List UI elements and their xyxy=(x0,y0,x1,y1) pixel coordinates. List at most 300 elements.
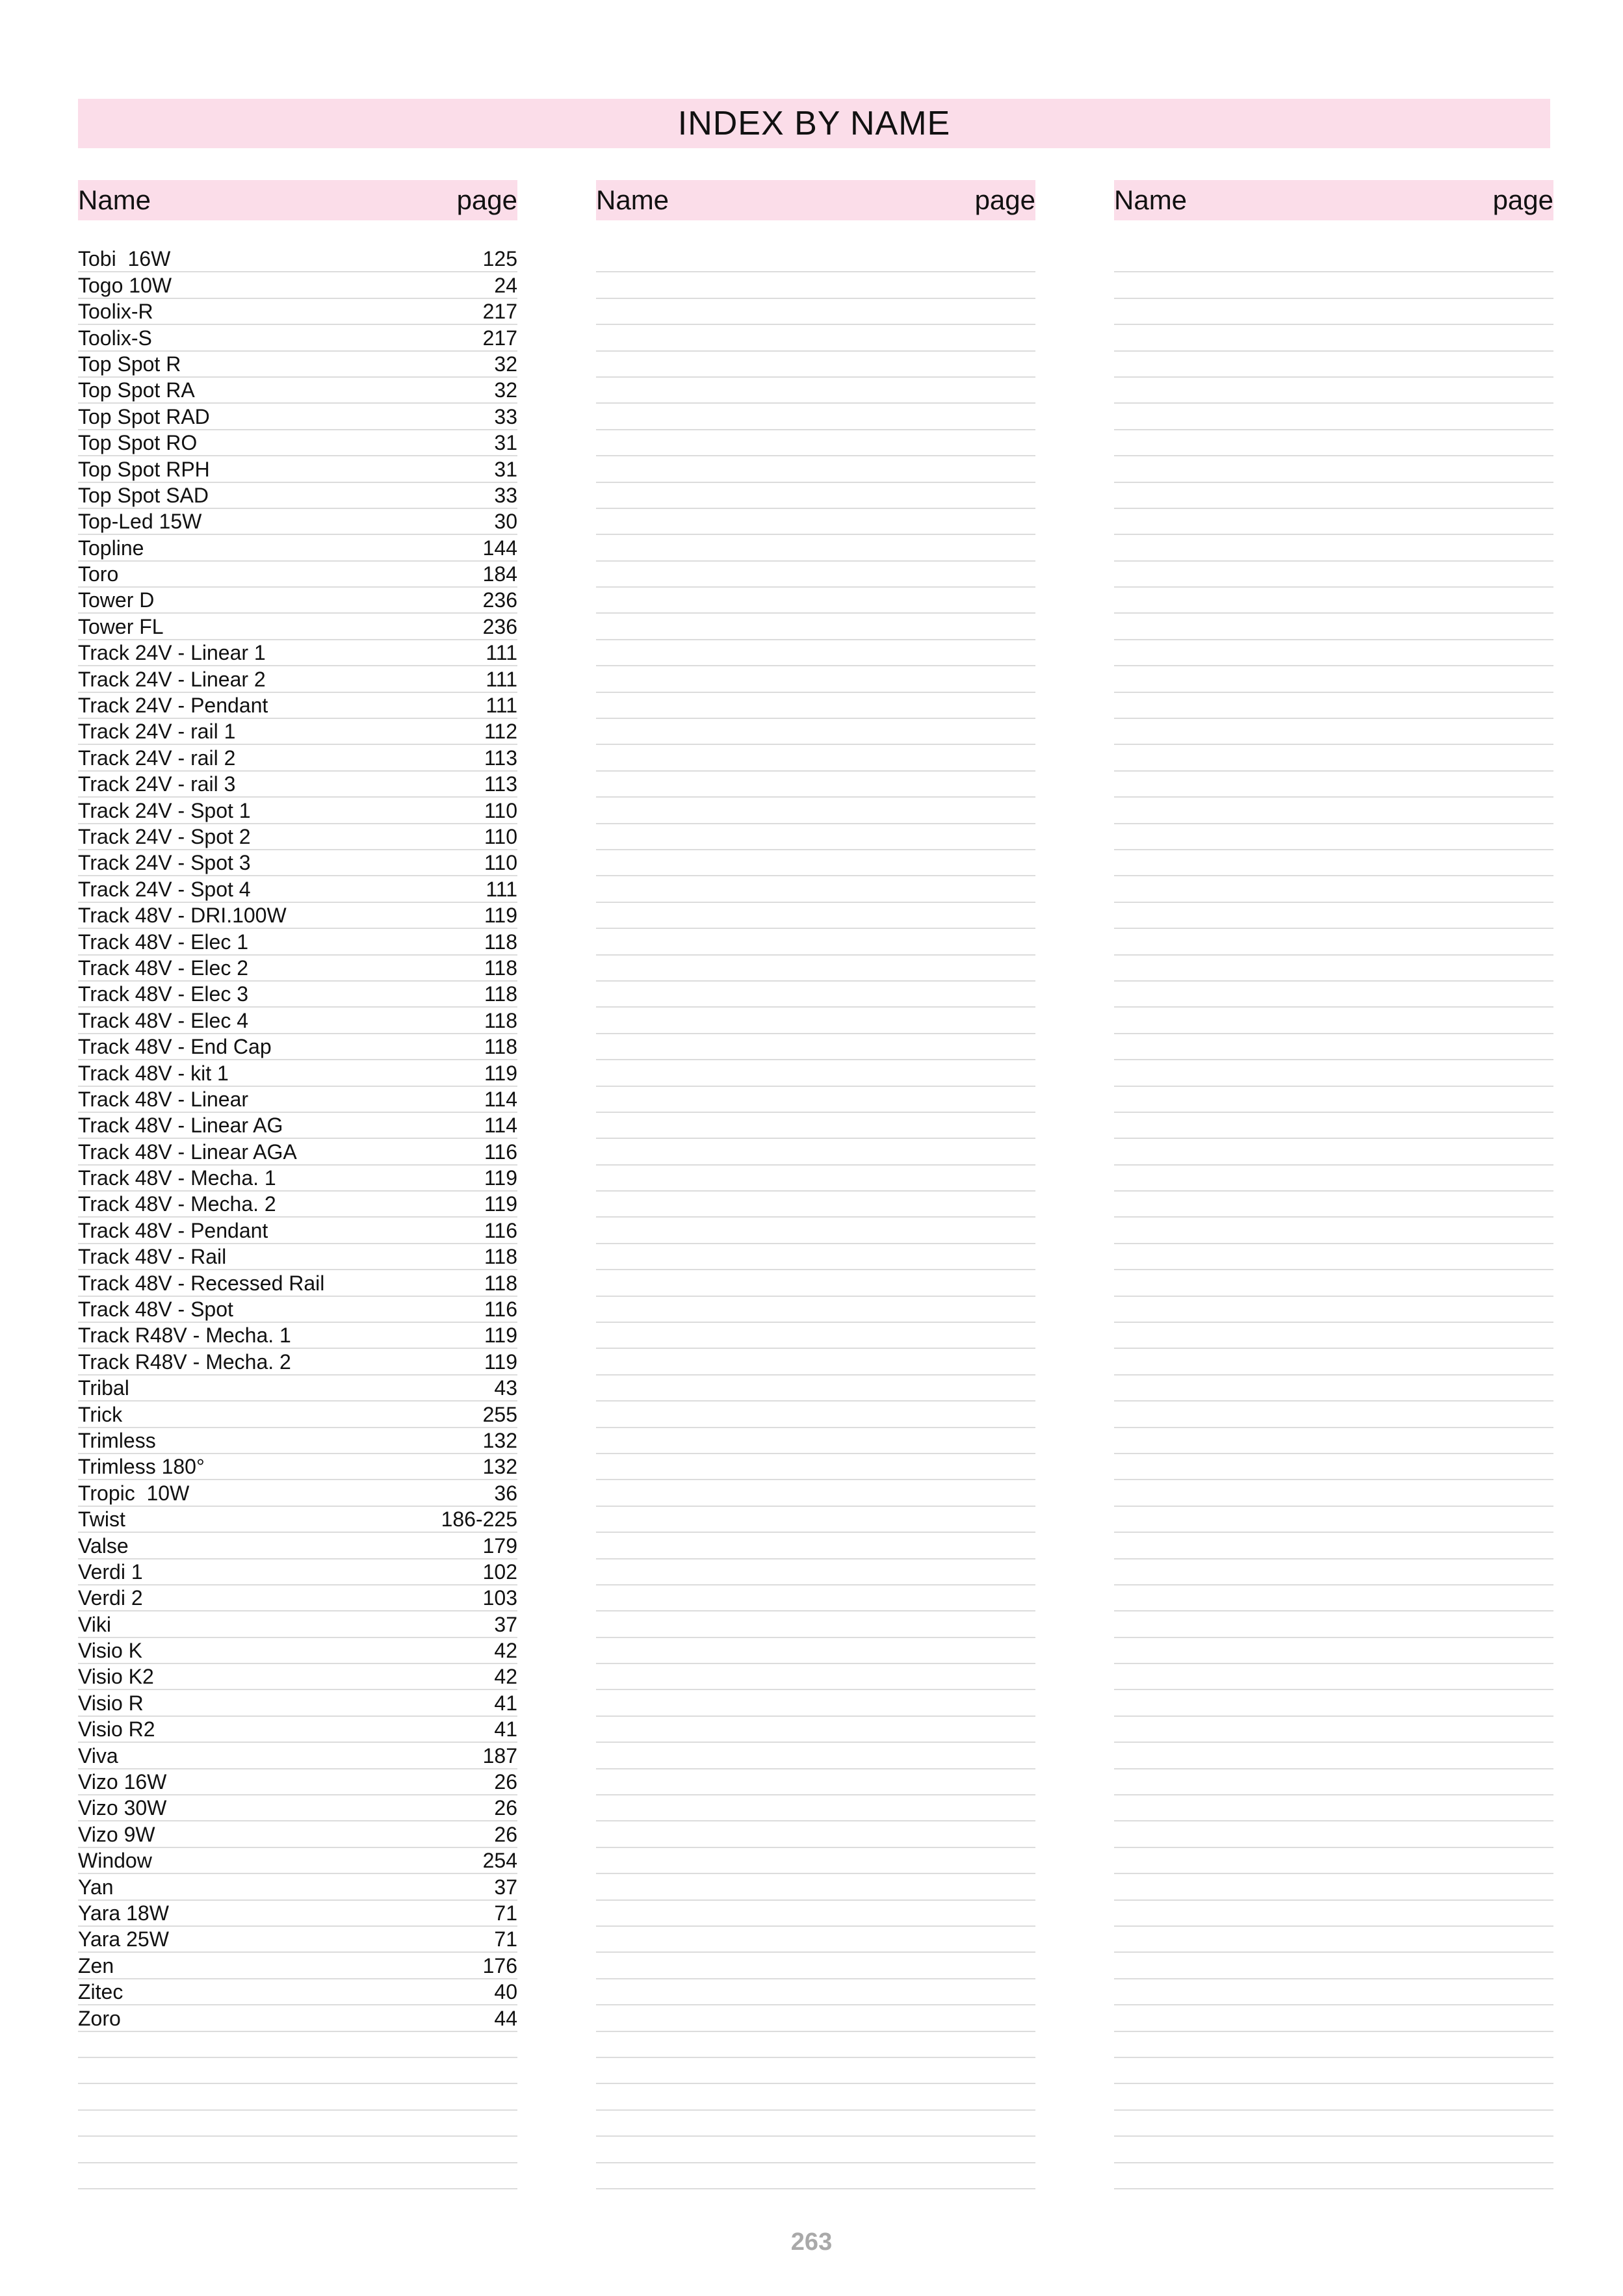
empty-row xyxy=(596,1244,1035,1270)
empty-row xyxy=(1114,666,1553,692)
entry-page: 32 xyxy=(494,352,517,376)
empty-row xyxy=(1114,2084,1553,2110)
empty-row xyxy=(596,772,1035,798)
entry-name: Window xyxy=(78,1849,152,1873)
index-entry xyxy=(78,1507,517,1533)
index-entry xyxy=(78,614,517,640)
empty-row xyxy=(1114,1034,1553,1060)
entry-name: Top Spot SAD xyxy=(78,483,209,507)
empty-row xyxy=(596,1953,1035,1979)
entry-page: 118 xyxy=(484,1008,517,1032)
entry-page: 118 xyxy=(484,956,517,980)
entry-name: Valse xyxy=(78,1533,129,1558)
empty-row xyxy=(1114,1848,1553,1874)
entry-name: Track 48V - Pendant xyxy=(78,1218,268,1242)
empty-row xyxy=(1114,588,1553,614)
index-entry xyxy=(78,693,517,719)
empty-row xyxy=(1114,903,1553,929)
index-entry xyxy=(78,850,517,876)
empty-row xyxy=(1114,1611,1553,1637)
empty-row xyxy=(1114,1454,1553,1480)
empty-row xyxy=(1114,1192,1553,1218)
entry-page: 110 xyxy=(484,851,517,875)
empty-row xyxy=(1114,1717,1553,1743)
entry-page: 26 xyxy=(494,1822,517,1846)
index-entry xyxy=(78,666,517,692)
empty-row xyxy=(596,1034,1035,1060)
empty-row xyxy=(596,325,1035,351)
empty-row xyxy=(78,2163,517,2189)
index-entry xyxy=(78,483,517,509)
empty-row xyxy=(1114,956,1553,982)
empty-row xyxy=(596,1507,1035,1533)
entry-page: 114 xyxy=(484,1114,517,1138)
entry-name: Track R48V - Mecha. 2 xyxy=(78,1350,291,1374)
index-entry xyxy=(78,1113,517,1139)
empty-row xyxy=(1114,2111,1553,2137)
empty-row xyxy=(596,588,1035,614)
empty-row xyxy=(1114,2163,1553,2189)
index-entry xyxy=(78,1402,517,1428)
page-number: 263 xyxy=(790,2228,833,2256)
entry-page: 119 xyxy=(484,1061,517,1085)
index-entry xyxy=(78,1559,517,1585)
empty-row xyxy=(596,1795,1035,1821)
index-entry xyxy=(78,1087,517,1113)
page-header: page xyxy=(456,185,517,215)
empty-row xyxy=(596,903,1035,929)
entry-page: 113 xyxy=(484,772,517,796)
empty-row xyxy=(1114,614,1553,640)
index-entry xyxy=(78,772,517,798)
index-entry xyxy=(78,1769,517,1795)
empty-row xyxy=(596,404,1035,430)
index-entry xyxy=(78,1139,517,1165)
entry-page: 114 xyxy=(484,1087,517,1111)
index-entry xyxy=(78,1349,517,1375)
empty-row xyxy=(1114,2032,1553,2058)
index-entry xyxy=(78,1244,517,1270)
entry-page: 116 xyxy=(484,1218,517,1242)
empty-row xyxy=(1114,1376,1553,1402)
entry-page: 71 xyxy=(494,1927,517,1951)
index-entry xyxy=(78,1454,517,1480)
entry-name: Track 24V - Spot 3 xyxy=(78,851,251,875)
empty-row xyxy=(1114,693,1553,719)
empty-row xyxy=(1114,1060,1553,1086)
empty-row xyxy=(596,824,1035,850)
index-entry xyxy=(78,299,517,325)
empty-row xyxy=(596,1611,1035,1637)
entry-name: Yara 18W xyxy=(78,1901,169,1925)
empty-row xyxy=(1114,1218,1553,1244)
name-header: Name xyxy=(78,185,151,215)
entry-page: 41 xyxy=(494,1717,517,1742)
entry-page: 118 xyxy=(484,1271,517,1295)
index-entry xyxy=(78,430,517,456)
empty-row xyxy=(1114,483,1553,509)
empty-row xyxy=(596,1087,1035,1113)
index-entry xyxy=(78,1323,517,1349)
entry-name: Track R48V - Mecha. 1 xyxy=(78,1324,291,1348)
empty-row xyxy=(596,1901,1035,1927)
entry-page: 179 xyxy=(482,1533,517,1558)
empty-row xyxy=(596,666,1035,692)
entry-page: 119 xyxy=(484,1166,517,1190)
index-entry xyxy=(78,1166,517,1192)
page-header: page xyxy=(1492,185,1553,215)
empty-row xyxy=(78,2032,517,2058)
empty-row xyxy=(596,956,1035,982)
empty-row xyxy=(1114,430,1553,456)
entry-page: 33 xyxy=(494,404,517,428)
column-header xyxy=(596,180,1035,220)
empty-row xyxy=(1114,1743,1553,1769)
index-entry xyxy=(78,1297,517,1323)
index-entry xyxy=(78,745,517,771)
index-entry xyxy=(78,903,517,929)
entry-page: 119 xyxy=(484,904,517,928)
entry-page: 132 xyxy=(482,1455,517,1479)
empty-row xyxy=(596,1717,1035,1743)
empty-row xyxy=(596,2111,1035,2137)
empty-row xyxy=(596,1376,1035,1402)
empty-row xyxy=(1114,535,1553,561)
column-header xyxy=(78,180,517,220)
entry-name: Track 48V - Elec 3 xyxy=(78,982,249,1006)
entry-name: Track 48V - Rail xyxy=(78,1245,227,1269)
entry-name: Track 24V - Linear 1 xyxy=(78,641,266,665)
index-column-2 xyxy=(596,180,1035,220)
empty-row xyxy=(1114,352,1553,378)
empty-row xyxy=(596,1559,1035,1585)
empty-row xyxy=(1114,1664,1553,1690)
entry-name: Track 48V - kit 1 xyxy=(78,1061,229,1085)
index-entry xyxy=(78,1218,517,1244)
entry-name: Viva xyxy=(78,1743,118,1768)
index-entry xyxy=(78,325,517,351)
empty-row xyxy=(1114,719,1553,745)
empty-row xyxy=(1114,876,1553,902)
empty-row xyxy=(596,2163,1035,2189)
entry-page: 254 xyxy=(482,1849,517,1873)
empty-row xyxy=(596,1690,1035,1716)
entry-page: 37 xyxy=(494,1875,517,1899)
empty-row xyxy=(596,798,1035,824)
empty-row xyxy=(596,850,1035,876)
entry-page: 110 xyxy=(484,824,517,848)
empty-row xyxy=(1114,1008,1553,1034)
entry-page: 112 xyxy=(484,720,517,744)
empty-row xyxy=(1114,1795,1553,1821)
entry-page: 236 xyxy=(482,614,517,638)
index-entry xyxy=(78,719,517,745)
entry-page: 119 xyxy=(484,1350,517,1374)
index-rows xyxy=(78,246,517,2189)
entry-name: Visio K2 xyxy=(78,1665,154,1689)
entry-page: 217 xyxy=(482,300,517,324)
empty-row xyxy=(1114,1533,1553,1559)
empty-row xyxy=(596,1192,1035,1218)
empty-row xyxy=(1114,378,1553,404)
index-entry xyxy=(78,1848,517,1874)
index-entry xyxy=(78,1192,517,1218)
name-header: Name xyxy=(1114,185,1188,215)
index-column-3 xyxy=(1114,180,1553,220)
empty-row xyxy=(1114,1507,1553,1533)
index-entry xyxy=(78,509,517,535)
entry-page: 187 xyxy=(482,1743,517,1768)
entry-name: Trick xyxy=(78,1402,123,1426)
empty-row xyxy=(1114,1139,1553,1165)
empty-row xyxy=(1114,798,1553,824)
entry-page: 217 xyxy=(482,326,517,350)
entry-name: Vizo 16W xyxy=(78,1770,167,1794)
index-entry xyxy=(78,456,517,482)
entry-name: Tower D xyxy=(78,588,155,612)
entry-page: 36 xyxy=(494,1481,517,1505)
entry-page: 32 xyxy=(494,378,517,402)
entry-name: Visio R xyxy=(78,1691,144,1715)
entry-page: 118 xyxy=(484,982,517,1006)
empty-row xyxy=(1114,509,1553,535)
entry-page: 43 xyxy=(494,1376,517,1400)
entry-page: 33 xyxy=(494,483,517,507)
index-entry xyxy=(78,876,517,902)
index-entry xyxy=(78,1480,517,1506)
index-entry xyxy=(78,404,517,430)
index-entry xyxy=(78,1901,517,1927)
entry-page: 186-225 xyxy=(441,1507,517,1532)
empty-row xyxy=(596,352,1035,378)
entry-page: 42 xyxy=(494,1665,517,1689)
index-entry xyxy=(78,272,517,298)
entry-name: Visio K xyxy=(78,1639,143,1663)
empty-row xyxy=(1114,1638,1553,1664)
entry-name: Visio R2 xyxy=(78,1717,155,1742)
entry-page: 102 xyxy=(482,1559,517,1584)
empty-row xyxy=(1114,745,1553,771)
empty-row xyxy=(1114,1585,1553,1611)
index-rows xyxy=(1114,246,1553,2189)
empty-row xyxy=(1114,1244,1553,1270)
index-entry xyxy=(78,1270,517,1296)
empty-row xyxy=(1114,1953,1553,1979)
empty-row xyxy=(1114,1270,1553,1296)
entry-name: Vizo 9W xyxy=(78,1822,155,1846)
empty-row xyxy=(596,1664,1035,1690)
entry-name: Track 48V - Mecha. 1 xyxy=(78,1166,276,1190)
entry-name: Track 48V - Spot xyxy=(78,1298,233,1322)
empty-row xyxy=(1114,772,1553,798)
entry-page: 103 xyxy=(482,1586,517,1610)
empty-row xyxy=(596,1139,1035,1165)
index-entry xyxy=(78,1979,517,2005)
empty-row xyxy=(596,1349,1035,1375)
empty-row xyxy=(596,1979,1035,2005)
empty-row xyxy=(1114,1874,1553,1900)
index-entry xyxy=(78,1927,517,1953)
entry-name: Track 48V - Elec 1 xyxy=(78,930,249,954)
entry-name: Trimless 180° xyxy=(78,1455,205,1479)
empty-row xyxy=(596,1848,1035,1874)
index-entry xyxy=(78,1690,517,1716)
entry-name: Yara 25W xyxy=(78,1927,169,1951)
empty-row xyxy=(596,640,1035,666)
empty-row xyxy=(78,2137,517,2163)
entry-name: Trimless xyxy=(78,1428,156,1452)
empty-row xyxy=(596,562,1035,588)
empty-row xyxy=(78,2111,517,2137)
entry-page: 44 xyxy=(494,2006,517,2030)
index-entry xyxy=(78,1585,517,1611)
entry-name: Twist xyxy=(78,1507,125,1532)
empty-row xyxy=(1114,1690,1553,1716)
entry-name: Track 24V - Spot 2 xyxy=(78,824,251,848)
empty-row xyxy=(1114,1769,1553,1795)
index-entry xyxy=(78,1821,517,1847)
empty-row xyxy=(596,1060,1035,1086)
empty-row xyxy=(1114,1402,1553,1428)
entry-page: 26 xyxy=(494,1796,517,1820)
empty-row xyxy=(1114,325,1553,351)
empty-row xyxy=(596,1533,1035,1559)
empty-row xyxy=(596,1743,1035,1769)
entry-name: Tower FL xyxy=(78,614,164,638)
index-entry xyxy=(78,824,517,850)
empty-row xyxy=(596,2137,1035,2163)
entry-page: 236 xyxy=(482,588,517,612)
name-header: Name xyxy=(596,185,669,215)
entry-name: Track 48V - Mecha. 2 xyxy=(78,1192,276,1216)
empty-row xyxy=(1114,1428,1553,1454)
entry-name: Tobi 16W xyxy=(78,247,171,271)
empty-row xyxy=(596,876,1035,902)
empty-row xyxy=(596,535,1035,561)
entry-page: 30 xyxy=(494,510,517,534)
index-entry xyxy=(78,1743,517,1769)
empty-row xyxy=(596,982,1035,1008)
empty-row xyxy=(596,614,1035,640)
entry-page: 116 xyxy=(484,1140,517,1164)
entry-name: Zoro xyxy=(78,2006,121,2030)
empty-row xyxy=(1114,640,1553,666)
page-header: page xyxy=(974,185,1035,215)
empty-row xyxy=(1114,824,1553,850)
entry-name: Viki xyxy=(78,1612,111,1636)
empty-row xyxy=(1114,562,1553,588)
index-column-1 xyxy=(78,180,517,2030)
empty-row xyxy=(596,483,1035,509)
entry-name: Zen xyxy=(78,1953,114,1977)
empty-row xyxy=(596,693,1035,719)
entry-page: 119 xyxy=(484,1324,517,1348)
empty-row xyxy=(1114,1166,1553,1192)
empty-row xyxy=(596,272,1035,298)
index-entry xyxy=(78,929,517,955)
index-entry xyxy=(78,1533,517,1559)
empty-row xyxy=(1114,1113,1553,1139)
index-entry xyxy=(78,1664,517,1690)
entry-name: Track 48V - Elec 4 xyxy=(78,1008,249,1032)
entry-name: Vizo 30W xyxy=(78,1796,167,1820)
column-header xyxy=(1114,180,1553,220)
empty-row xyxy=(1114,1927,1553,1953)
index-entry xyxy=(78,246,517,272)
entry-page: 111 xyxy=(486,641,517,665)
empty-row xyxy=(596,2084,1035,2110)
empty-row xyxy=(596,1454,1035,1480)
index-entry xyxy=(78,1874,517,1900)
empty-row xyxy=(1114,404,1553,430)
empty-row xyxy=(596,929,1035,955)
entry-page: 40 xyxy=(494,1980,517,2004)
entry-name: Verdi 1 xyxy=(78,1559,143,1584)
empty-row xyxy=(1114,2137,1553,2163)
empty-row xyxy=(1114,299,1553,325)
empty-row xyxy=(596,1008,1035,1034)
index-entry xyxy=(78,378,517,404)
empty-row xyxy=(596,299,1035,325)
entry-name: Track 24V - Spot 4 xyxy=(78,877,251,901)
entry-name: Tribal xyxy=(78,1376,129,1400)
entry-name: Top Spot RO xyxy=(78,431,198,455)
empty-row xyxy=(596,378,1035,404)
index-entry xyxy=(78,1638,517,1664)
empty-row xyxy=(1114,929,1553,955)
empty-row xyxy=(596,745,1035,771)
empty-row xyxy=(596,719,1035,745)
empty-row xyxy=(596,1638,1035,1664)
entry-name: Top-Led 15W xyxy=(78,510,202,534)
empty-row xyxy=(596,2005,1035,2031)
entry-name: Track 24V - rail 1 xyxy=(78,720,236,744)
empty-row xyxy=(1114,1559,1553,1585)
entry-page: 116 xyxy=(484,1298,517,1322)
entry-page: 110 xyxy=(484,798,517,822)
index-entry xyxy=(78,798,517,824)
entry-name: Top Spot RAD xyxy=(78,404,210,428)
entry-page: 176 xyxy=(482,1953,517,1977)
entry-page: 118 xyxy=(484,1245,517,1269)
page-title: INDEX BY NAME xyxy=(677,105,951,142)
empty-row xyxy=(596,1874,1035,1900)
entry-name: Yan xyxy=(78,1875,114,1899)
empty-row xyxy=(1114,2005,1553,2031)
entry-page: 41 xyxy=(494,1691,517,1715)
index-entry xyxy=(78,982,517,1008)
empty-row xyxy=(596,1297,1035,1323)
entry-name: Tropic 10W xyxy=(78,1481,190,1505)
entry-name: Verdi 2 xyxy=(78,1586,143,1610)
entry-name: Track 48V - Linear AGA xyxy=(78,1140,297,1164)
entry-name: Track 48V - Linear AG xyxy=(78,1114,283,1138)
index-entry xyxy=(78,2005,517,2031)
entry-name: Track 24V - Linear 2 xyxy=(78,667,266,691)
entry-name: Track 24V - rail 3 xyxy=(78,772,236,796)
empty-row xyxy=(596,1323,1035,1349)
entry-page: 71 xyxy=(494,1901,517,1925)
title-bar xyxy=(78,99,1550,148)
entry-name: Toolix-S xyxy=(78,326,152,350)
index-entry xyxy=(78,1008,517,1034)
index-entry xyxy=(78,1795,517,1821)
entry-page: 119 xyxy=(484,1192,517,1216)
empty-row xyxy=(596,1821,1035,1847)
empty-row xyxy=(1114,1297,1553,1323)
index-rows xyxy=(596,246,1035,2189)
entry-page: 184 xyxy=(482,562,517,586)
